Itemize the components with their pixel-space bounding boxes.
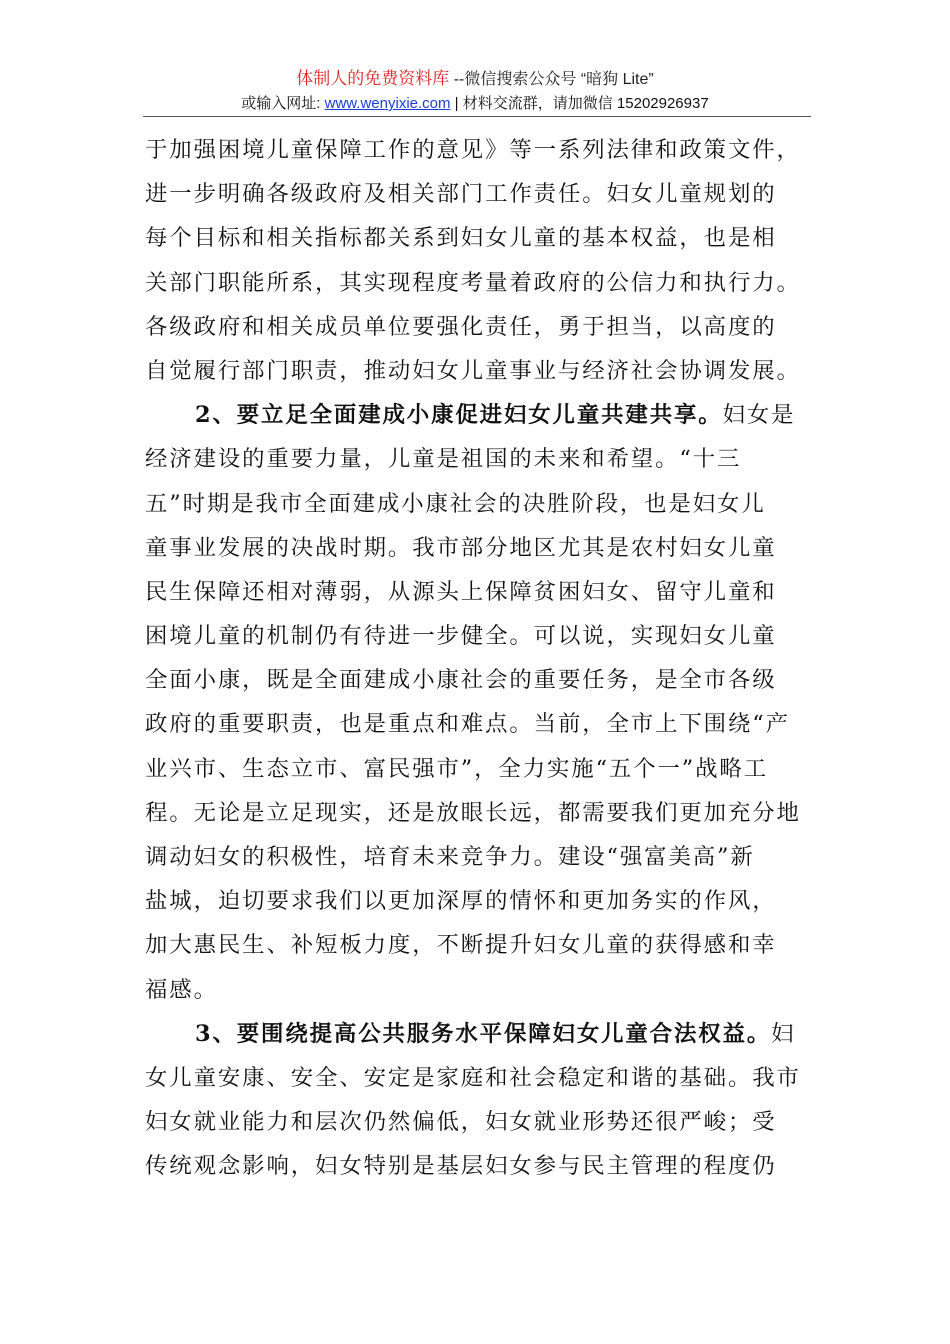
text-line: 自觉履行部门职责，推动妇女儿童事业与经济社会协调发展。 — [145, 357, 801, 384]
paragraph-2 — [145, 393, 813, 1012]
paragraph-3 — [145, 1012, 813, 1189]
text-line: 传统观念影响，妇女特别是基层妇女参与民主管理的程度仍 — [145, 1153, 777, 1180]
text-run: 妇 — [771, 1020, 796, 1047]
text-line: 于加强困境儿童保障工作的意见》等一系列法律和政策文件， — [145, 137, 801, 163]
text-line: 政府的重要职责，也是重点和难点。当前，全市上下围绕“产 — [145, 711, 790, 738]
text-line — [145, 1012, 813, 1056]
text-line: 全面小康，既是全面建成小康社会的重要任务，是全市各级 — [145, 667, 777, 694]
text-line: 关部门职能所系，其实现程度考量着政府的公信力和执行力。 — [145, 269, 801, 296]
header-line-2 — [140, 93, 810, 115]
text-line: 妇女就业能力和层次仍然偏低，妇女就业形势还很严峻；受 — [145, 1109, 777, 1136]
text-line: 困境儿童的机制仍有待进一步健全。可以说，实现妇女儿童 — [145, 623, 777, 650]
header-url-label: 或输入网址: — [241, 95, 325, 112]
section-heading-2: 2、要立足全面建成小康促进妇女儿童共建共享。 — [195, 402, 723, 429]
text-line — [145, 393, 813, 437]
text-line: 经济建设的重要力量，儿童是祖国的未来和希望。“十三 — [145, 446, 742, 473]
text-line: 盐城，迫切要求我们以更加深厚的情怀和更加务实的作风， — [145, 888, 777, 915]
text-line: 福感。 — [145, 976, 218, 1003]
section-heading-3: 3、要围绕提高公共服务水平保障妇女儿童合法权益。 — [195, 1020, 772, 1047]
text-line: 每个目标和相关指标都关系到妇女儿童的基本权益，也是相 — [145, 225, 777, 252]
header-line-1 — [140, 68, 810, 91]
document-body — [145, 128, 813, 1189]
header-tagline: --微信搜索公众号 “暗狗 Lite” — [449, 71, 654, 88]
header-divider — [143, 116, 811, 117]
header-brand: 体制人的免费资料库 — [296, 69, 450, 88]
text-line: 业兴市、生态立市、富民强市”，全力实施“五个一”战略工 — [145, 755, 769, 782]
text-line: 进一步明确各级政府及相关部门工作责任。妇女儿童规划的 — [145, 181, 777, 208]
text-line: 调动妇女的积极性，培育未来竞争力。建设“强富美高”新 — [145, 844, 755, 870]
text-line: 女儿童安康、安全、安定是家庭和社会稳定和谐的基础。我市 — [145, 1064, 801, 1091]
header-url-link[interactable]: www.wenyixie.com — [324, 95, 451, 112]
header-contact: | 材料交流群，请加微信 15202926937 — [450, 95, 709, 112]
paragraph-1 — [145, 128, 813, 393]
text-line: 民生保障还相对薄弱，从源头上保障贫困妇女、留守儿童和 — [145, 578, 777, 605]
text-line: 程。无论是立足现实，还是放眼长远，都需要我们更加充分地 — [145, 799, 801, 826]
text-line: 各级政府和相关成员单位要强化责任，勇于担当，以高度的 — [145, 313, 777, 340]
text-line: 童事业发展的决战时期。我市部分地区尤其是农村妇女儿童 — [145, 534, 777, 561]
text-line: 加大惠民生、补短板力度，不断提升妇女儿童的获得感和幸 — [145, 932, 777, 959]
text-run: 妇女是 — [722, 402, 796, 429]
page-header — [140, 68, 810, 115]
text-line: 五”时期是我市全面建成小康社会的决胜阶段，也是妇女儿 — [145, 490, 766, 517]
